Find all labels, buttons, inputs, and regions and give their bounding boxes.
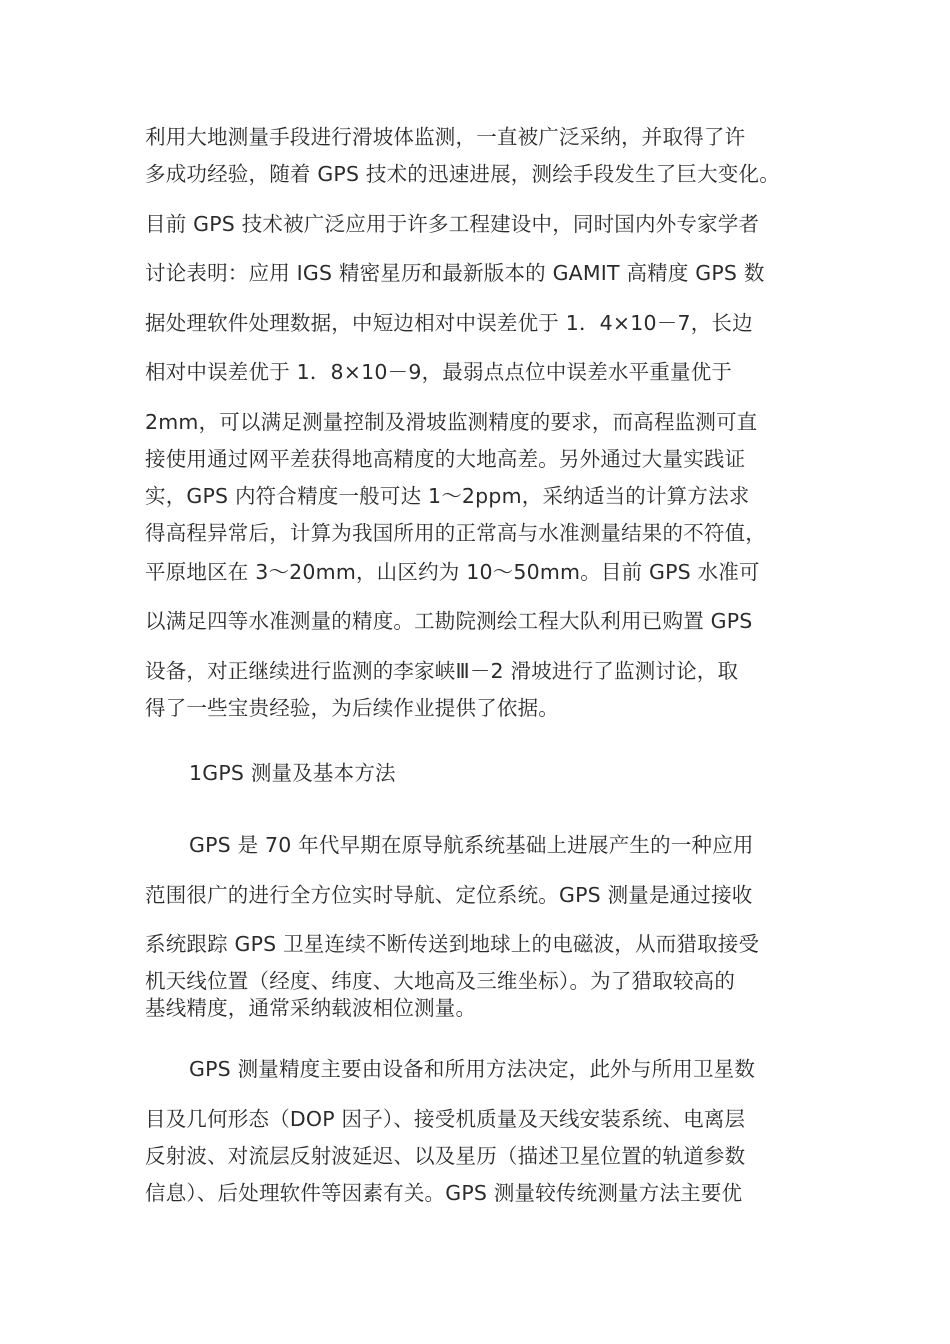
text-line: 接使用通过网平差获得地高精度的大地高差。另外通过大量实践证: [145, 447, 746, 471]
text-line: 2mm，可以满足测量控制及滑坡监测精度的要求，而高程监测可直: [145, 410, 758, 434]
text-line: 以满足四等水准测量的精度。工勘院测绘工程大队利用已购置 GPS: [145, 609, 753, 633]
text-line: 信息）、后处理软件等因素有关。GPS 测量较传统测量方法主要优: [145, 1181, 743, 1205]
text-line: 设备，对正继续进行监测的李家峡Ⅲ－2 滑坡进行了监测讨论，取: [145, 659, 739, 683]
text-line: 讨论表明：应用 IGS 精密星历和最新版本的 GAMIT 高精度 GPS 数: [145, 261, 765, 285]
text-line: 多成功经验，随着 GPS 技术的迅速进展，测绘手段发生了巨大变化。: [145, 162, 780, 186]
text-line: 利用大地测量手段进行滑坡体监测，一直被广泛采纳，并取得了许: [145, 125, 746, 149]
text-line: 平原地区在 3～20mm，山区约为 10～50mm。目前 GPS 水准可: [145, 560, 760, 584]
text-line: 目前 GPS 技术被广泛应用于许多工程建设中，同时国内外专家学者: [145, 212, 760, 236]
text-line: 据处理软件处理数据，中短边相对中误差优于 1．4×10－7，长边: [145, 311, 753, 335]
text-line: 反射波、对流层反射波延迟、以及星历（描述卫星位置的轨道参数: [145, 1144, 746, 1168]
text-line: 系统跟踪 GPS 卫星连续不断传送到地球上的电磁波，从而猎取接受: [145, 932, 760, 956]
text-line: GPS 测量精度主要由设备和所用方法决定，此外与所用卫星数: [189, 1057, 756, 1081]
text-line: GPS 是 70 年代早期在原导航系统基础上进展产生的一种应用: [189, 833, 754, 857]
text-line: 机天线位置（经度、纬度、大地高及三维坐标）。为了猎取较高的: [145, 969, 736, 993]
text-line: 目及几何形态（DOP 因子）、接受机质量及天线安装系统、电离层: [145, 1107, 746, 1131]
section-heading: 1GPS 测量及基本方法: [189, 761, 396, 785]
text-line: 得了一些宝贵经验，为后续作业提供了依据。: [145, 696, 559, 720]
text-line: 范围很广的进行全方位实时导航、定位系统。GPS 测量是通过接收: [145, 883, 753, 907]
text-line: 实，GPS 内符合精度一般可达 1～2ppm，采纳适当的计算方法求: [145, 484, 750, 508]
text-line: 相对中误差优于 1．8×10－9，最弱点点位中误差水平重量优于: [145, 360, 733, 384]
text-line: 基线精度，通常采纳载波相位测量。: [145, 996, 477, 1020]
text-line: 得高程异常后，计算为我国所用的正常高与水准测量结果的不符值，: [145, 521, 766, 545]
